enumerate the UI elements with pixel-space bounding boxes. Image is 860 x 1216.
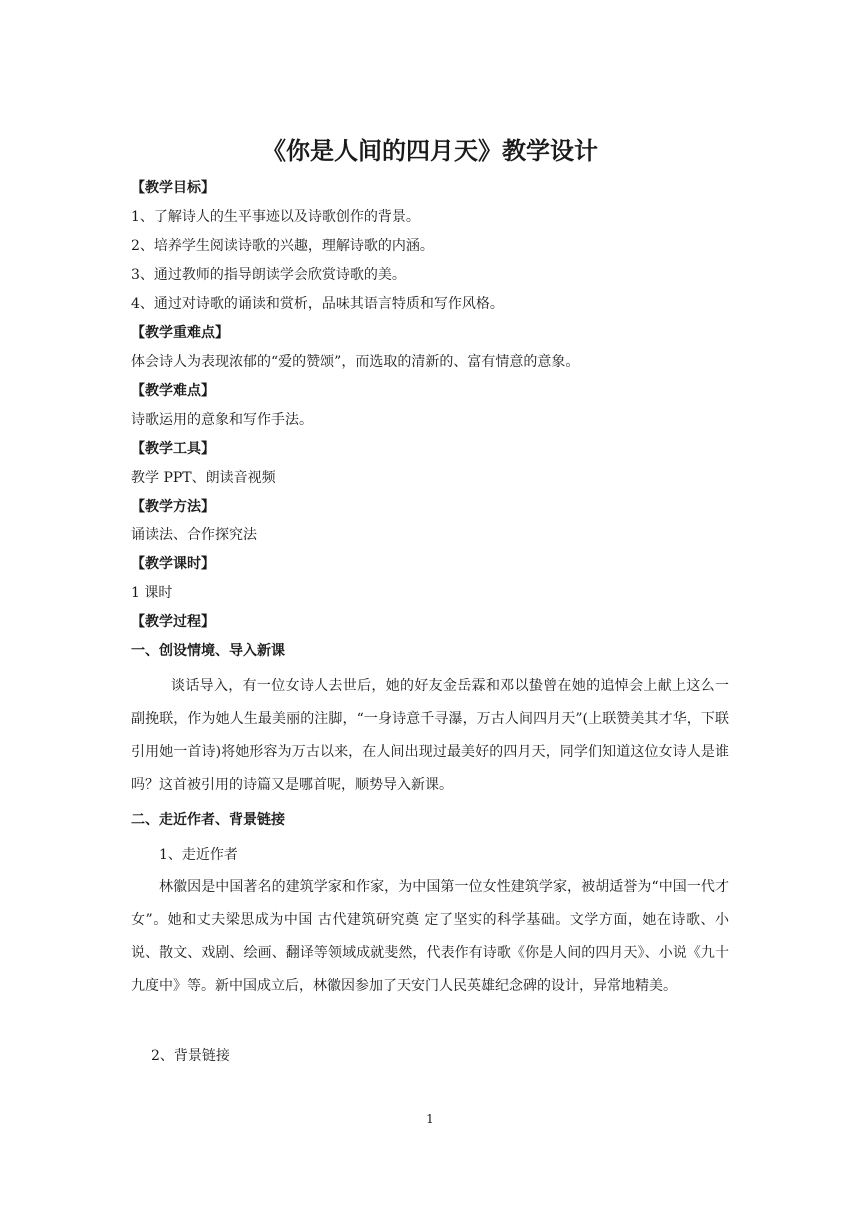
- sub1-paragraph: 林徽因是中国著名的建筑学家和作家，为中国第一位女性建筑学家，被胡适誉为“中国一代才女”。她和丈夫梁思成为中国 古代建筑研究奠 定了坚实的科学基础。文学方面，她在诗歌、小说、散文、戏剧、绘画、翻译等领域成就斐然，代表作有诗歌《你是人间的四月天》、小说《九十九度中》等。新中国成立后，林徽因参加了天安门人民英雄纪念碑的设计，异常地精美。: [131, 879, 729, 994]
- sub2-heading: 2、背景链接: [151, 1048, 230, 1064]
- section1-heading: 一、创设情境、导入新课: [131, 643, 285, 659]
- key-points-heading: 【教学重难点】: [131, 325, 229, 341]
- page-number: 1: [426, 1112, 434, 1126]
- goal-item: 2、培养学生阅读诗歌的兴趣，理解诗歌的内涵。: [131, 238, 434, 254]
- methods-text: 诵读法、合作探究法: [131, 527, 257, 543]
- hours-heading: 【教学课时】: [131, 556, 215, 572]
- difficulties-text: 诗歌运用的意象和写作手法。: [131, 412, 313, 428]
- key-points-text: 体会诗人为表现浓郁的“爱的赞颂”，而选取的清新的、富有情意的意象。: [131, 354, 580, 370]
- section2-heading: 二、走近作者、背景链接: [131, 812, 285, 828]
- goal-item: 3、通过教师的指导朗读学会欣赏诗歌的美。: [131, 267, 406, 283]
- goal-item: 4、通过对诗歌的诵读和赏析，品味其语言特质和写作风格。: [131, 296, 504, 312]
- section1-paragraph: 谈话导入，有一位女诗人去世后，她的好友金岳霖和邓以蛰曾在她的追悼会上献上这么一副挽联，作为她人生最美丽的注脚，“一身诗意千寻瀑，万古人间四月天”(上联赞美其才华，下联引用她一首诗)将她形容为万古以来，在人间出现过最美好的四月天，同学们知道这位女诗人是谁吗？这首被引用的诗篇又是哪首呢，顺势导入新课。: [131, 678, 729, 793]
- sub1-heading: 1、走近作者: [159, 847, 238, 863]
- tools-text: 教学 PPT、朗读音视频: [131, 470, 276, 486]
- goals-heading: 【教学目标】: [131, 180, 215, 196]
- difficulties-heading: 【教学难点】: [131, 383, 215, 399]
- methods-heading: 【教学方法】: [131, 499, 215, 515]
- hours-text: 1 课时: [131, 585, 173, 601]
- document-title: 《你是人间的四月天》教学设计: [262, 137, 598, 165]
- process-heading: 【教学过程】: [131, 614, 215, 630]
- tools-heading: 【教学工具】: [131, 441, 215, 457]
- goal-item: 1、了解诗人的生平事迹以及诗歌创作的背景。: [131, 209, 420, 225]
